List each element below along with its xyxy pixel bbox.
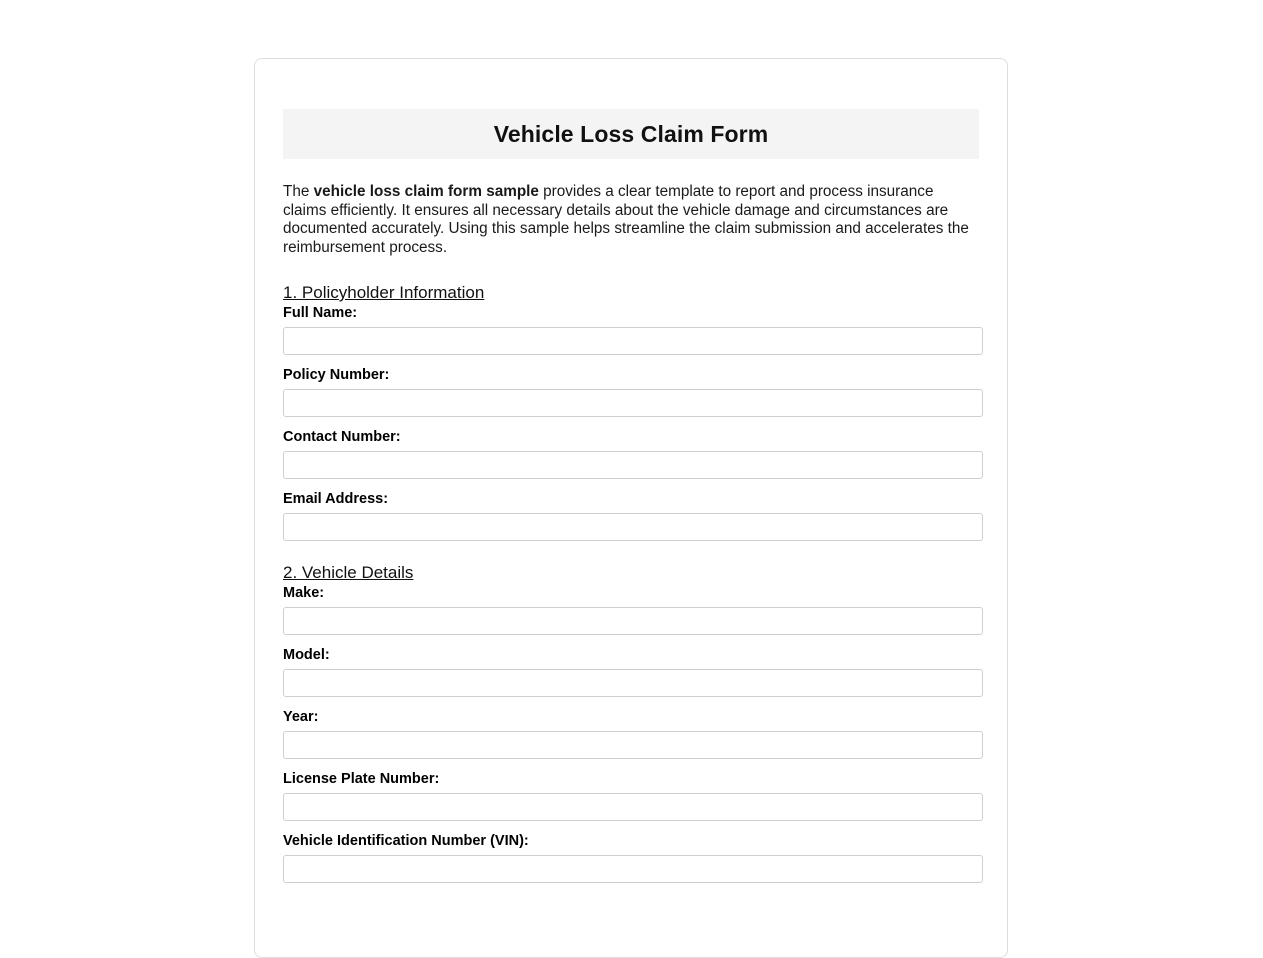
field-email-address: [283, 491, 979, 541]
section-heading-vehicle-details: 2. Vehicle Details: [283, 563, 414, 582]
intro-paragraph: [283, 183, 979, 257]
label-vin: Vehicle Identification Number (VIN):: [283, 833, 529, 849]
label-license-plate-number: License Plate Number:: [283, 771, 440, 787]
label-policy-number: Policy Number:: [283, 367, 390, 383]
field-vin: [283, 833, 979, 883]
field-year: [283, 709, 979, 759]
label-full-name: Full Name:: [283, 305, 358, 321]
label-make: Make:: [283, 585, 325, 601]
intro-lead: The: [283, 183, 314, 200]
input-full-name[interactable]: [283, 327, 983, 355]
input-policy-number[interactable]: [283, 389, 983, 417]
input-contact-number[interactable]: [283, 451, 983, 479]
input-email-address[interactable]: [283, 513, 983, 541]
field-make: [283, 585, 979, 635]
input-vin[interactable]: [283, 855, 983, 883]
label-model: Model:: [283, 647, 330, 663]
label-email-address: Email Address:: [283, 491, 389, 507]
input-make[interactable]: [283, 607, 983, 635]
intro-bold-phrase: vehicle loss claim form sample: [313, 183, 539, 200]
label-year: Year:: [283, 709, 319, 725]
page-title: Vehicle Loss Claim Form: [493, 120, 769, 147]
section-policyholder-information: [283, 283, 979, 541]
document-body: [255, 59, 1007, 883]
input-year[interactable]: [283, 731, 983, 759]
field-contact-number: [283, 429, 979, 479]
section-heading-policyholder-information: 1. Policyholder Information: [283, 283, 485, 302]
section-vehicle-details: [283, 563, 979, 883]
input-model[interactable]: [283, 669, 983, 697]
label-contact-number: Contact Number:: [283, 429, 401, 445]
document-card: [254, 58, 1008, 958]
field-policy-number: [283, 367, 979, 417]
field-full-name: [283, 305, 979, 355]
form-title-banner: [283, 109, 979, 159]
field-license-plate-number: [283, 771, 979, 821]
input-license-plate-number[interactable]: [283, 793, 983, 821]
intro-rest: provides a clear template to report and process insurance claims efficiently. It ensures all necessary details about the vehicle damage and circumstances are documented accurately. Using this sample helps streamline the claim submission and accelerates the reimbursement process.: [283, 183, 969, 256]
field-model: [283, 647, 979, 697]
